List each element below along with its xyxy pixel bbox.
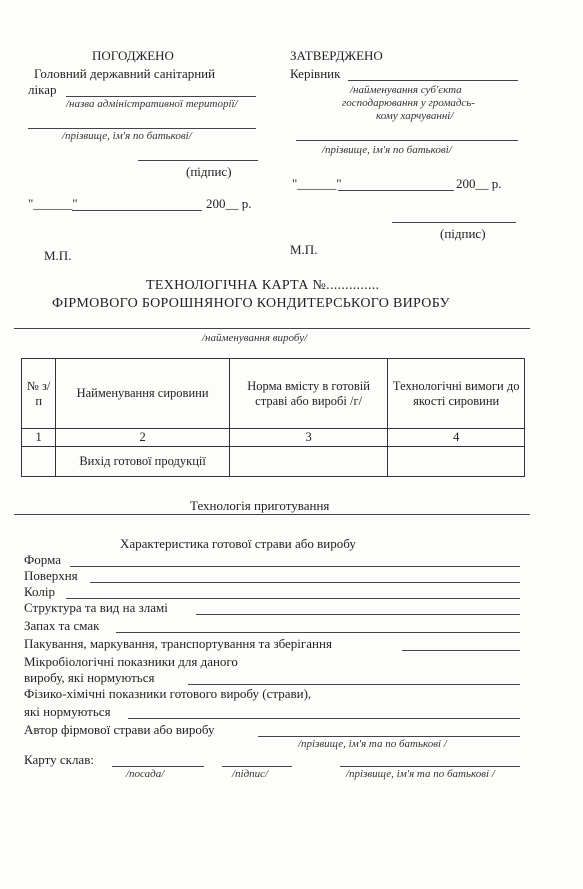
field-smell: Запах та смак — [24, 618, 100, 633]
left-sign-hint: (підпис) — [186, 164, 232, 179]
approved-left-role-line1: Головний державний санітарний — [34, 66, 216, 81]
surface-line — [90, 582, 520, 583]
col-number-3: 3 — [229, 429, 388, 447]
title-line1: ТЕХНОЛОГІЧНА КАРТА №.............. — [146, 278, 380, 293]
field-physchem-line2: які нормуються — [24, 704, 111, 719]
packaging-line — [402, 650, 520, 651]
field-color: Колір — [24, 584, 55, 599]
right-date-year: 200__ р. — [456, 176, 502, 191]
product-name-line — [14, 328, 530, 329]
right-stamp: М.П. — [290, 242, 318, 257]
right-name-hint: /прізвище, ім'я по батькові/ — [322, 144, 452, 156]
output-number-cell — [22, 447, 56, 477]
right-entity-hint3: кому харчуванні/ — [376, 110, 454, 122]
approved-right-role: Керівник — [290, 66, 341, 81]
field-surface: Поверхня — [24, 568, 78, 583]
header-norm: Норма вмісту в готовій страві або виробі /г/ — [229, 359, 388, 429]
output-norm-cell — [229, 447, 388, 477]
field-form: Форма — [24, 552, 61, 567]
left-sign-line — [138, 160, 258, 161]
output-requirements-cell — [388, 447, 525, 477]
compiled-name-line — [340, 766, 520, 767]
smell-line — [116, 632, 520, 633]
right-role-line — [348, 80, 518, 81]
approved-right-heading: ЗАТВЕРДЖЕНО — [290, 48, 383, 63]
header-raw-material: Найменування сировини — [56, 359, 230, 429]
right-sign-line — [392, 222, 516, 223]
right-entity-hint1: /найменування суб'єкта — [350, 84, 462, 96]
micro-line — [188, 684, 520, 685]
territory-line — [66, 96, 256, 97]
characteristics-heading: Характеристика готової страви або виробу — [120, 536, 356, 551]
col-number-1: 1 — [22, 429, 56, 447]
title-line2: ФІРМОВОГО БОРОШНЯНОГО КОНДИТЕРСЬКОГО ВИРОБУ — [52, 296, 450, 311]
field-structure: Структура та вид на зламі — [24, 600, 168, 615]
header-requirements: Технологічні вимоги до якості сировини — [388, 359, 525, 429]
structure-line — [196, 614, 520, 615]
compiled-by-label: Карту склав: — [24, 752, 94, 767]
output-label: Вихід готової продукції — [56, 447, 230, 477]
technology-heading: Технологія приготування — [190, 498, 330, 513]
approved-left-role-line2: лікар — [28, 82, 57, 97]
col-number-4: 4 — [388, 429, 525, 447]
left-date-year: 200__ р. — [206, 196, 252, 211]
field-author: Автор фірмової страви або виробу — [24, 722, 215, 737]
field-micro-line2: виробу, які нормуються — [24, 670, 155, 685]
raw-materials-table — [21, 358, 525, 477]
form-line — [70, 566, 520, 567]
field-packaging: Пакування, маркування, транспортування та зберігання — [24, 636, 332, 651]
field-physchem-line1: Фізико-хімічні показники готового виробу (страви), — [24, 686, 312, 701]
author-hint: /прізвище, ім'я та по батькові / — [298, 738, 447, 750]
compiled-position-line — [112, 766, 204, 767]
product-name-hint: /найменування виробу/ — [202, 332, 308, 344]
right-entity-hint2: господарювання у громадсь- — [342, 97, 475, 109]
right-name-line — [296, 140, 518, 141]
left-name-line — [28, 128, 256, 129]
compiled-sign-hint: /підпис/ — [232, 768, 269, 780]
compiled-sign-line — [222, 766, 292, 767]
left-name-hint: /прізвище, ім'я по батькові/ — [62, 130, 192, 142]
field-micro-line1: Мікробіологічні показники для даного — [24, 654, 238, 669]
compiled-position-hint: /посада/ — [126, 768, 165, 780]
left-date-line — [72, 210, 202, 211]
header-number: № з/п — [22, 359, 56, 429]
physchem-line — [128, 718, 520, 719]
left-stamp: М.П. — [44, 248, 72, 263]
technology-line — [14, 514, 530, 515]
color-line — [66, 598, 520, 599]
territory-hint: /назва адміністративної території/ — [66, 98, 238, 110]
col-number-2: 2 — [56, 429, 230, 447]
approved-left-heading: ПОГОДЖЕНО — [92, 48, 174, 63]
right-date-line — [338, 190, 454, 191]
author-line — [258, 736, 520, 737]
right-date-quote: "______" — [292, 176, 342, 191]
compiled-name-hint: /прізвище, ім'я та по батькові / — [346, 768, 495, 780]
left-date-quote: "______" — [28, 196, 78, 211]
right-sign-hint: (підпис) — [440, 226, 486, 241]
